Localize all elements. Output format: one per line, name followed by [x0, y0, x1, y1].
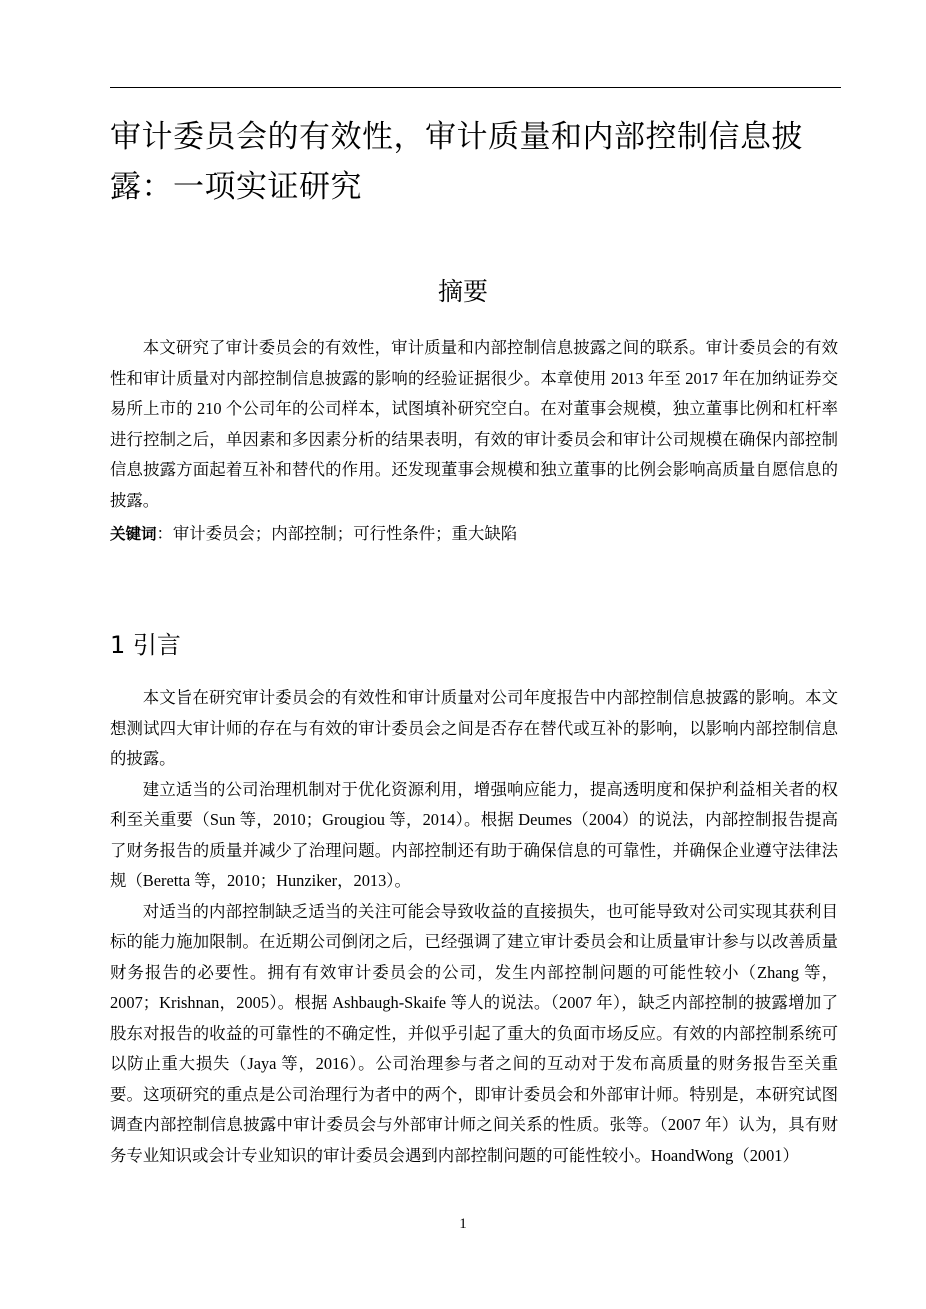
abstract-paragraph: 本文研究了审计委员会的有效性，审计质量和内部控制信息披露之间的联系。审计委员会的有效性和审计质量对内部控制信息披露的影响的经验证据很少。本章使用 2013 年至 2017 年在加纳证券交易所上市的 210 个公司年的公司样本，试图填补研究空白。在对董事会规模，独立董事比例和杠杆率进行控制之后，单因素和多因素分析的结果表明，有效的审计委员会和审计公司规模在确保内部控制信息披露方面起着互补和替代的作用。还发现董事会规模和独立董事的比例会影响高质量自愿信息的披露。: [110, 338, 838, 510]
keywords-label: 关键词: [110, 525, 157, 543]
abstract-body: [110, 333, 838, 516]
intro-paragraph: 对适当的内部控制缺乏适当的关注可能会导致收益的直接损失，也可能导致对公司实现其获利目标的能力施加限制。在近期公司倒闭之后，已经强调了建立审计委员会和让质量审计参与以改善质量财务报告的必要性。拥有有效审计委员会的公司，发生内部控制问题的可能性较小（Zhang 等，2007；Krishnan，2005）。根据 Ashbaugh-Skaife 等人的说法。（2007 年），缺乏内部控制的披露增加了股东对报告的收益的可靠性的不确定性，并似乎引起了重大的负面市场反应。有效的内部控制系统可以防止重大损失（Jaya 等，2016）。公司治理参与者之间的互动对于发布高质量的财务报告至关重要。这项研究的重点是公司治理行为者中的两个，即审计委员会和外部审计师。特别是，本研究试图调查内部控制信息披露中审计委员会与外部审计师之间关系的性质。张等。（2007 年）认为，具有财务专业知识或会计专业知识的审计委员会遇到内部控制问题的可能性较小。HoandWong（2001）: [110, 901, 838, 1165]
intro-paragraph: 建立适当的公司治理机制对于优化资源利用，增强响应能力，提高透明度和保护利益相关者的权利至关重要（Sun 等，2010；Grougiou 等，2014）。根据 Deumes（2004）的说法，内部控制报告提高了财务报告的质量并减少了治理问题。内部控制还有助于确保信息的可靠性，并确保企业遵守法律法规（Beretta 等，2010；Hunziker，2013）。: [110, 779, 838, 890]
page-number: 1: [459, 1216, 467, 1232]
introduction-body: [110, 683, 838, 1171]
intro-paragraph: 本文旨在研究审计委员会的有效性和审计质量对公司年度报告中内部控制信息披露的影响。本文想测试四大审计师的存在与有效的审计委员会之间是否存在替代或互补的影响，以影响内部控制信息的披露。: [110, 688, 838, 768]
header-rule: [110, 87, 841, 88]
paper-title: 审计委员会的有效性，审计质量和内部控制信息披露：一项实证研究: [110, 119, 803, 205]
keywords-text: 审计委员会；内部控制；可行性条件；重大缺陷: [172, 524, 518, 543]
keywords-line: [110, 519, 838, 550]
section-heading-introduction: 1 引言: [110, 631, 181, 659]
abstract-heading: 摘要: [437, 277, 488, 306]
keywords-separator: ：: [156, 524, 173, 543]
